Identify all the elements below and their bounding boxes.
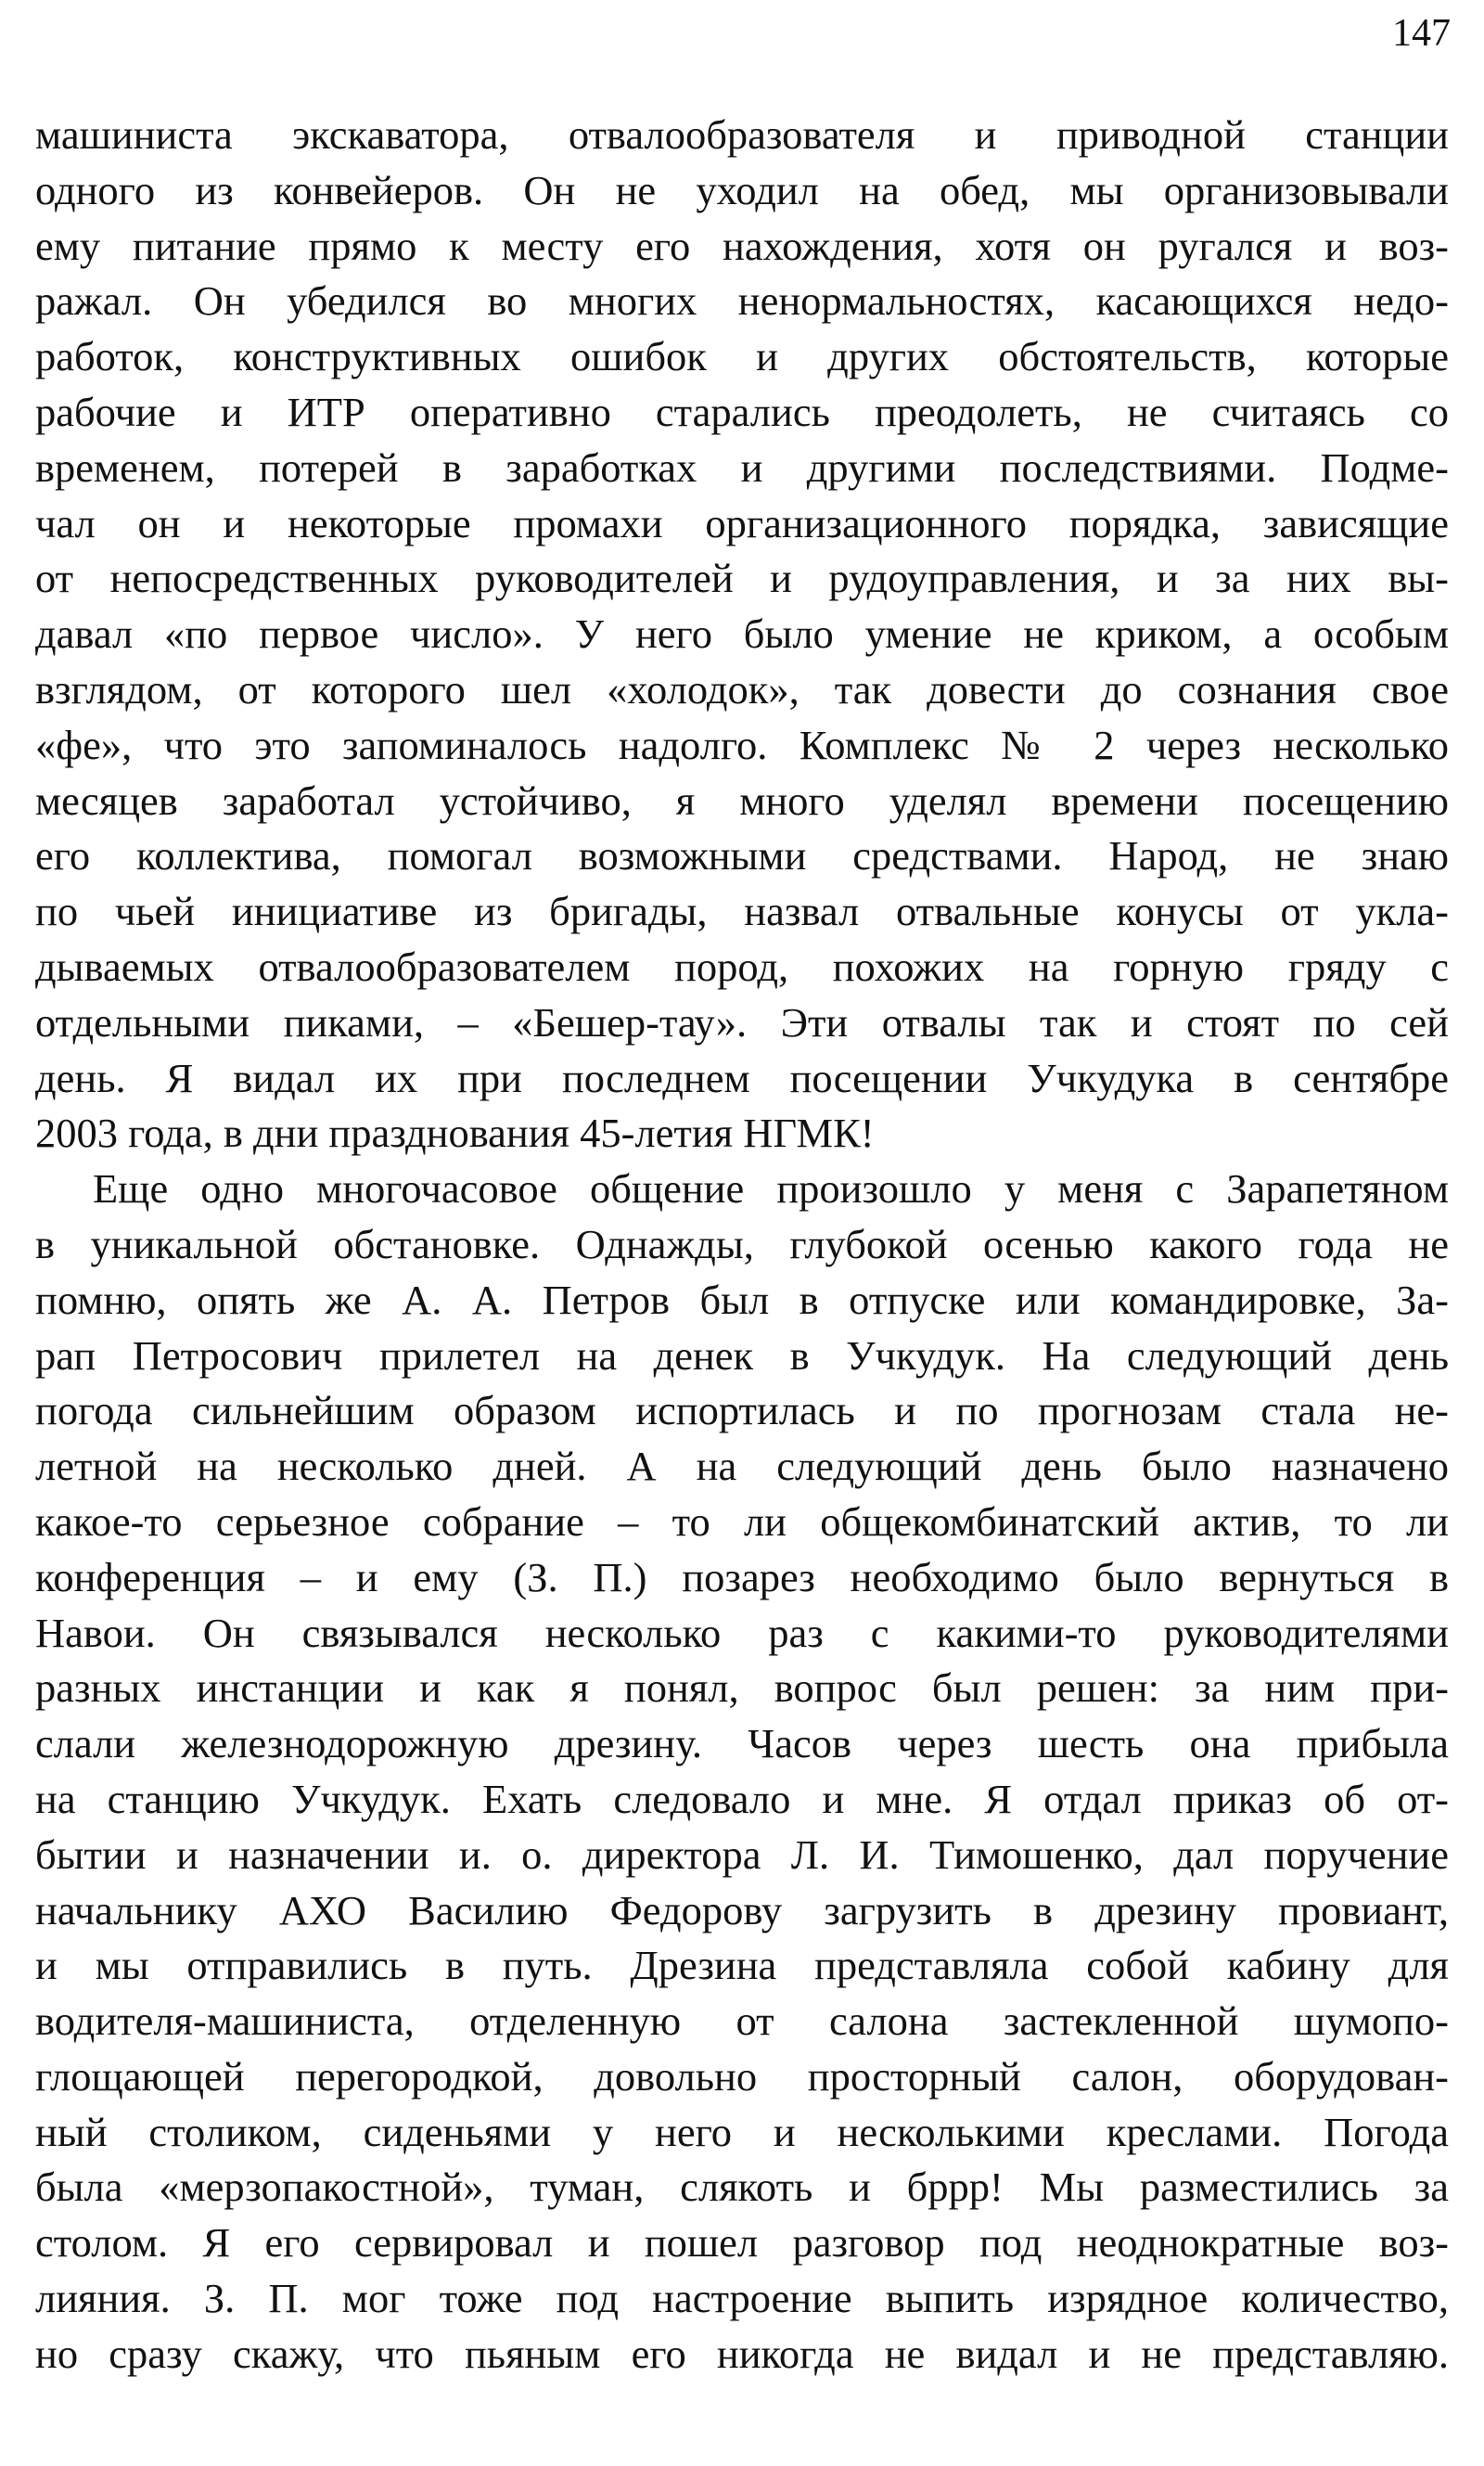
text-line: конференция – и ему (З. П.) позарез необходимо было вернуться в (35, 1553, 1449, 1600)
text-line: водителя-машиниста, отделенную от салона застекленной шумопо- (35, 1997, 1449, 2045)
text-line: в уникальной обстановке. Однажды, глубокой осенью какого года не (35, 1220, 1449, 1267)
text-line: машиниста экскаватора, отвалообразователя и приводной станции (35, 111, 1449, 158)
text-line: но сразу скажу, что пьяным его никогда не видал и не представляю. (35, 2330, 1449, 2377)
body-text (35, 108, 1449, 2383)
text-line: временем, потерей в заработках и другими последствиями. Подме- (35, 443, 1449, 491)
text-line: была «мерзопакостной», туман, слякоть и бррр! Мы разместились за (35, 2164, 1449, 2211)
text-line: его коллектива, помогал возможными средствами. Народ, не знаю (35, 832, 1449, 880)
text-line: погода сильнейшим образом испортилась и по прогнозам стала не- (35, 1387, 1449, 1434)
text-line: ему питание прямо к месту его нахождения, хотя он ругался и воз- (35, 222, 1449, 269)
text-line: бытии и назначении и. о. директора Л. И. Тимошенко, дал поручение (35, 1830, 1449, 1878)
text-line: дываемых отвалообразователем пород, похожих на горную гряду с (35, 943, 1449, 990)
text-line: день. Я видал их при последнем посещении Учкудука в сентябре (35, 1054, 1449, 1101)
text-line: от непосредственных руководителей и рудоуправления, и за них вы- (35, 555, 1449, 602)
text-line: разных инстанции и как я понял, вопрос был решен: за ним при- (35, 1664, 1449, 1712)
text-line: работок, конструктивных ошибок и других обстоятельств, которые (35, 333, 1449, 380)
text-line: помню, опять же А. А. Петров был в отпуске или командировке, За- (35, 1276, 1449, 1323)
text-line: Навои. Он связывался несколько раз с какими-то руководителями (35, 1609, 1449, 1656)
paragraph-1 (35, 108, 1449, 1162)
text-line: «фе», что это запоминалось надолго. Комплекс № 2 через несколько (35, 721, 1449, 768)
text-line: слали железнодорожную дрезину. Часов через шесть она прибыла (35, 1720, 1449, 1767)
text-line-last: 2003 года, в дни празднования 45-летия НГМК! (35, 1110, 875, 1157)
text-line: начальнику АХО Василию Федорову загрузить в дрезину провиант, (35, 1886, 1449, 1933)
text-line: отдельными пиками, – «Бешер-тау». Эти отвалы так и стоят по сей (35, 998, 1449, 1046)
text-line: по чьей инициативе из бригады, назвал отвальные конусы от укла- (35, 888, 1449, 935)
text-line: глощающей перегородкой, довольно просторный салон, оборудован- (35, 2052, 1449, 2100)
text-line: на станцию Учкудук. Ехать следовало и мне. Я отдал приказ об от- (35, 1775, 1449, 1822)
text-line: столом. Я его сервировал и пошел разговор под неоднократные воз- (35, 2219, 1449, 2267)
page-number: 147 (1392, 12, 1451, 55)
text-line: давал «по первое число». У него было умение не криком, а особым (35, 610, 1449, 658)
text-line: взглядом, от которого шел «холодок», так довести до сознания свое (35, 665, 1449, 713)
text-line: чал он и некоторые промахи организационного порядка, зависящие (35, 499, 1449, 546)
text-line: ный столиком, сиденьями у него и несколькими креслами. Погода (35, 2108, 1449, 2155)
text-line-first: Еще одно многочасовое общение произошло у меня с Зарапетяном (93, 1165, 1449, 1213)
text-line: и мы отправились в путь. Дрезина представляла собой кабину для (35, 1942, 1449, 1989)
text-line: какое-то серьезное собрание – то ли общекомбинатский актив, то ли (35, 1497, 1449, 1545)
text-line: лияния. З. П. мог тоже под настроение выпить изрядное количество, (35, 2275, 1449, 2322)
text-line: ражал. Он убедился во многих ненормальностях, касающихся недо- (35, 277, 1449, 325)
text-line: летной на несколько дней. А на следующий день было назначено (35, 1443, 1449, 1490)
text-line: одного из конвейеров. Он не уходил на обед, мы организовывали (35, 166, 1449, 213)
paragraph-2 (35, 1162, 1449, 2383)
text-line: рабочие и ИТР оперативно старались преодолеть, не считаясь со (35, 388, 1449, 435)
text-line: рап Петросович прилетел на денек в Учкудук. На следующий день (35, 1331, 1449, 1379)
text-line: месяцев заработал устойчиво, я много уделял времени посещению (35, 777, 1449, 824)
